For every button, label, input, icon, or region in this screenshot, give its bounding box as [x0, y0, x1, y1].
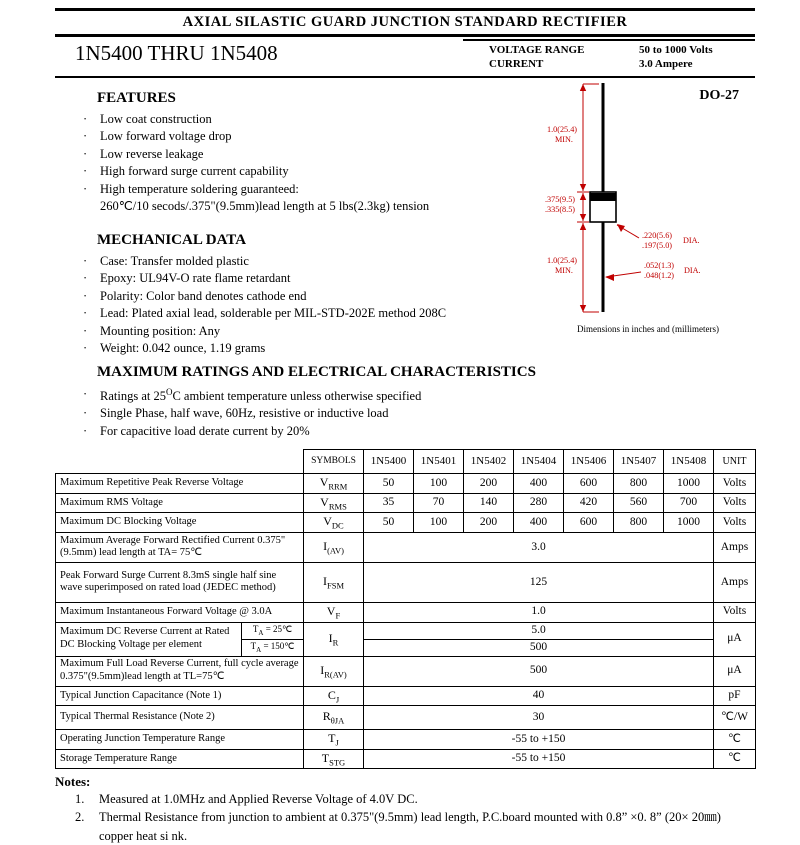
- current-row: [463, 57, 755, 71]
- table-row: [56, 532, 756, 562]
- dim-lead-bottom-min: MIN.: [555, 265, 573, 275]
- row-value: 420: [564, 493, 614, 513]
- bullet-glyph: ·: [83, 146, 88, 161]
- row-unit: Volts: [714, 474, 756, 494]
- bullet-glyph: ·: [83, 341, 88, 356]
- bullet-glyph: ·: [83, 271, 88, 286]
- notes-section: [55, 769, 755, 844]
- mechanical-item: · Lead: Plated axial lead, solderable per MIL-STD-202E method 208C: [55, 305, 525, 323]
- column-header-symbols: SYMBOLS: [304, 450, 364, 474]
- row-value: 1.0: [364, 602, 714, 622]
- row-unit: Volts: [714, 493, 756, 513]
- feature-item: · High forward surge current capability: [55, 163, 525, 181]
- dim-lead-top-value: 1.0(25.4): [547, 124, 578, 134]
- feature-item-continuation: 260℃/10 secods/.375"(9.5mm)lead length at 5 lbs(2.3kg) tension: [55, 198, 525, 216]
- bullet-glyph: ·: [83, 164, 88, 179]
- condition-cell: $T_A$ = 25℃: [242, 622, 304, 639]
- mechanical-item: · Weight: 0.042 ounce, 1.19 grams: [55, 340, 525, 358]
- voltage-range-row: [463, 43, 755, 57]
- table-row: [56, 686, 756, 706]
- doc-title: AXIAL SILASTIC GUARD JUNCTION STANDARD RECTIFIER: [182, 14, 628, 30]
- column-header-part: 1N5408: [664, 450, 714, 474]
- row-value: -55 to +150: [364, 749, 714, 769]
- bullet-glyph: ·: [83, 288, 88, 303]
- voltage-range-label: VOLTAGE RANGE: [489, 44, 585, 56]
- column-header-part: 1N5407: [614, 450, 664, 474]
- mechanical-item: · Polarity: Color band denotes cathode end: [55, 288, 525, 306]
- row-value: 800: [614, 513, 664, 533]
- note-number: 1.: [75, 792, 85, 807]
- blank-header-cell: [56, 450, 304, 474]
- row-symbol: $I_R$: [304, 622, 364, 656]
- table-row: [56, 706, 756, 730]
- package-outline-drawing: [543, 80, 753, 322]
- sub-header: [55, 37, 755, 78]
- row-value: 400: [514, 513, 564, 533]
- bullet-glyph: ·: [83, 323, 88, 338]
- column-header-part: 1N5402: [464, 450, 514, 474]
- bullet-glyph: ·: [83, 253, 88, 268]
- row-value: 3.0: [364, 532, 714, 562]
- feature-item: · High temperature soldering guaranteed:: [55, 181, 525, 199]
- column-header-part: 1N5400: [364, 450, 414, 474]
- table-row: [56, 493, 756, 513]
- dim-lead-dia-label: DIA.: [684, 265, 701, 275]
- row-value: 560: [614, 493, 664, 513]
- dim-lead-dia-min: .048(1.2): [644, 270, 675, 280]
- row-unit: Amps: [714, 532, 756, 562]
- table-row: [56, 749, 756, 769]
- row-value: 30: [364, 706, 714, 730]
- table-row: [56, 622, 756, 639]
- row-symbol: $C_J$: [304, 686, 364, 706]
- dim-body-length-max: .375(9.5): [545, 194, 576, 204]
- dim-body-dia-max: .220(5.6): [642, 230, 673, 240]
- column-header-part: 1N5401: [414, 450, 464, 474]
- row-unit: Volts: [714, 513, 756, 533]
- row-symbol: $T_J$: [304, 730, 364, 750]
- column-header-part: 1N5404: [514, 450, 564, 474]
- bullet-glyph: ·: [83, 306, 88, 321]
- dim-body-dia-min: .197(5.0): [642, 240, 673, 250]
- dim-body-dia-label: DIA.: [683, 235, 700, 245]
- row-unit: ℃/W: [714, 706, 756, 730]
- row-name: Maximum Full Load Reverse Current, full cycle average 0.375"(9.5mm)lead length at TL=75℃: [56, 656, 304, 686]
- spec-box: [463, 39, 755, 72]
- package-diagram-area: [543, 78, 753, 334]
- row-name: Peak Forward Surge Current 8.3mS single half sine wave superimposed on rated load (JEDEC method): [56, 562, 304, 602]
- ratings-condition: · Single Phase, half wave, 60Hz, resistive or inductive load: [55, 405, 755, 423]
- condition-cell: $T_A$ = 150℃: [242, 639, 304, 656]
- row-value: 50: [364, 474, 414, 494]
- table-row: [56, 656, 756, 686]
- cathode-band: [590, 193, 616, 201]
- table-row: [56, 730, 756, 750]
- row-value: 5.0: [364, 622, 714, 639]
- feature-item: · Low reverse leakage: [55, 146, 525, 164]
- row-symbol: $V_{RMS}$: [304, 493, 364, 513]
- row-symbol: $T_{STG}$: [304, 749, 364, 769]
- dim-lead-dia-max: .052(1.3): [644, 260, 675, 270]
- row-value: 1000: [664, 513, 714, 533]
- row-value: 70: [414, 493, 464, 513]
- row-value: 1000: [664, 474, 714, 494]
- row-value: 400: [514, 474, 564, 494]
- row-name: Maximum Repetitive Peak Reverse Voltage: [56, 474, 304, 494]
- row-symbol: $I_{(AV)}$: [304, 532, 364, 562]
- current-label: CURRENT: [489, 58, 544, 71]
- row-value: 600: [564, 513, 614, 533]
- ratings-heading: MAXIMUM RATINGS AND ELECTRICAL CHARACTERISTICS: [97, 363, 536, 380]
- row-value: 700: [664, 493, 714, 513]
- table-row: [56, 562, 756, 602]
- column-header-part: 1N5406: [564, 450, 614, 474]
- row-name: Typical Junction Capacitance (Note 1): [56, 686, 304, 706]
- row-name: Maximum DC Reverse Current at Rated DC Blocking Voltage per element: [56, 622, 242, 656]
- table-row: [56, 474, 756, 494]
- bullet-glyph: ·: [83, 386, 88, 401]
- row-unit: Amps: [714, 562, 756, 602]
- row-name: Storage Temperature Range: [56, 749, 304, 769]
- bullet-spacer: [83, 198, 100, 216]
- row-symbol: $R_{\theta JA}$: [304, 706, 364, 730]
- feature-item: · Low coat construction: [55, 111, 525, 129]
- row-value: 800: [614, 474, 664, 494]
- part-range: 1N5400 THRU 1N5408: [75, 41, 278, 65]
- row-value: 125: [364, 562, 714, 602]
- mechanical-heading: MECHANICAL DATA: [97, 231, 247, 248]
- table-header-row: [56, 450, 756, 474]
- row-unit: μA: [714, 622, 756, 656]
- note-item: 2. Thermal Resistance from junction to ambient at 0.375"(9.5mm) lead length, P.C.board mounted with 0.8” ×0. 8” (20× 20㎜) copper heat si nk.: [55, 808, 755, 844]
- note-number: 2.: [75, 810, 85, 825]
- row-symbol: $I_{FSM}$: [304, 562, 364, 602]
- row-unit: ℃: [714, 749, 756, 769]
- bullet-glyph: ·: [83, 423, 88, 438]
- row-symbol: $V_F$: [304, 602, 364, 622]
- table-row: [56, 513, 756, 533]
- current-value: 3.0 Ampere: [639, 58, 693, 71]
- row-name: Typical Thermal Resistance (Note 2): [56, 706, 304, 730]
- row-name: Maximum Average Forward Rectified Current 0.375"(9.5mm) lead length at TA= 75℃: [56, 532, 304, 562]
- row-symbol: $V_{RRM}$: [304, 474, 364, 494]
- mechanical-item: · Epoxy: UL94V-O rate flame retardant: [55, 270, 525, 288]
- row-value: 280: [514, 493, 564, 513]
- mechanical-item: · Mounting position: Any: [55, 323, 525, 341]
- row-value: 200: [464, 474, 514, 494]
- row-value: 100: [414, 474, 464, 494]
- bullet-glyph: ·: [83, 181, 88, 196]
- bullet-glyph: ·: [83, 129, 88, 144]
- row-value: 40: [364, 686, 714, 706]
- feature-item: · Low forward voltage drop: [55, 128, 525, 146]
- row-value: 35: [364, 493, 414, 513]
- row-value: 500: [364, 639, 714, 656]
- note-item: 1. Measured at 1.0MHz and Applied Reverse Voltage of 4.0V DC.: [55, 790, 755, 808]
- dimension-labels: [545, 125, 701, 280]
- row-value: 200: [464, 513, 514, 533]
- row-unit: μA: [714, 656, 756, 686]
- dim-lead-top-min: MIN.: [555, 134, 573, 144]
- dimensions-caption: Dimensions in inches and (millimeters): [577, 323, 719, 334]
- bullet-glyph: ·: [83, 111, 88, 126]
- mechanical-item: · Case: Transfer molded plastic: [55, 253, 525, 271]
- voltage-range-value: 50 to 1000 Volts: [639, 44, 713, 56]
- row-value: 50: [364, 513, 414, 533]
- row-unit: ℃: [714, 730, 756, 750]
- dim-lead-bottom-value: 1.0(25.4): [547, 255, 578, 265]
- row-value: -55 to +150: [364, 730, 714, 750]
- row-name: Maximum Instantaneous Forward Voltage @ 3.0A: [56, 602, 304, 622]
- row-name: Maximum RMS Voltage: [56, 493, 304, 513]
- row-value: 140: [464, 493, 514, 513]
- row-unit: Volts: [714, 602, 756, 622]
- features-heading: FEATURES: [97, 89, 176, 106]
- row-symbol: $V_{DC}$: [304, 513, 364, 533]
- row-value: 500: [364, 656, 714, 686]
- content-columns: [55, 78, 755, 358]
- left-column: [55, 78, 525, 358]
- ratings-condition: · Ratings at $25^OC$ ambient temperature unless otherwise specified: [55, 386, 755, 406]
- title-bar: [55, 8, 755, 37]
- bullet-glyph: ·: [83, 406, 88, 421]
- row-unit: pF: [714, 686, 756, 706]
- row-value: 600: [564, 474, 614, 494]
- row-name: Maximum DC Blocking Voltage: [56, 513, 304, 533]
- table-row: [56, 602, 756, 622]
- row-name: Operating Junction Temperature Range: [56, 730, 304, 750]
- row-value: 100: [414, 513, 464, 533]
- dim-body-length-min: .335(8.5): [545, 204, 576, 214]
- row-symbol: $I_{R(AV)}$: [304, 656, 364, 686]
- package-name: DO-27: [699, 87, 739, 103]
- ratings-table: [55, 449, 756, 769]
- column-header-unit: UNIT: [714, 450, 756, 474]
- notes-heading: Notes:: [55, 774, 91, 790]
- ratings-condition: · For capacitive load derate current by 20%: [55, 423, 755, 441]
